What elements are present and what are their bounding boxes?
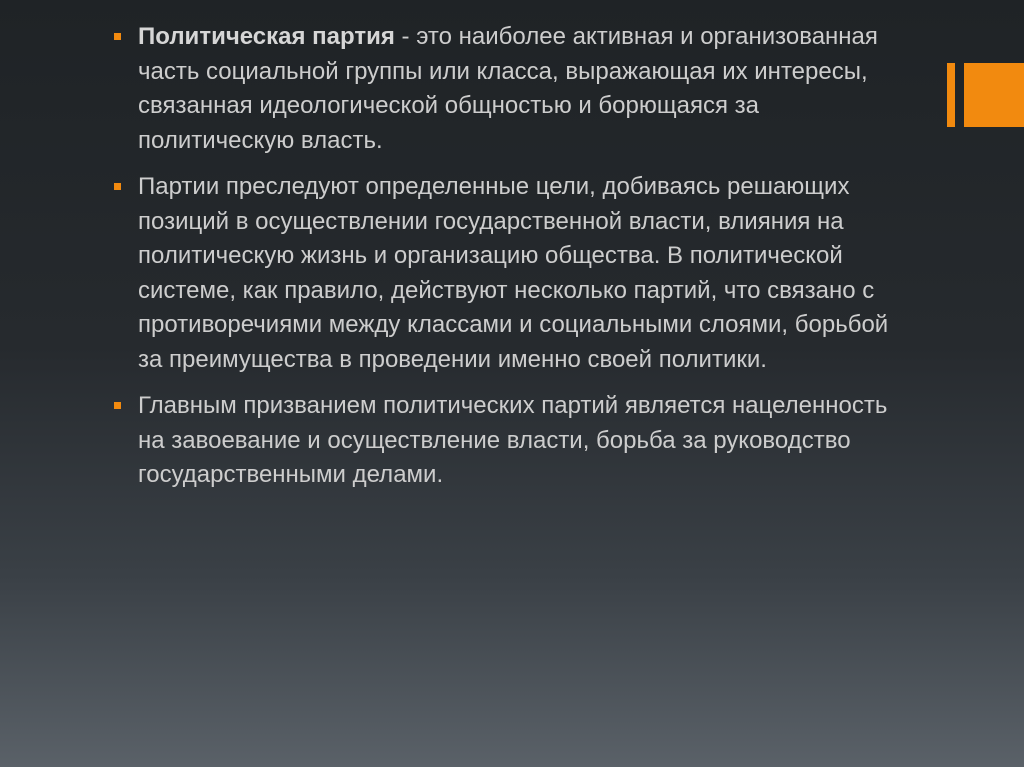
bullet-item [112,20,912,158]
bullet-text: Главным призванием политических партий является нацеленность на завоевание и осуществление власти, борьба за руководство государственными делами. [138,392,888,488]
bullet-item [112,170,912,377]
bullet-term: Политическая партия [138,23,395,50]
bullet-text: Партии преследуют определенные цели, добиваясь решающих позиций в осуществлении государственной власти, влияния на политическую жизнь и организацию общества. В политической системе, как правило, действуют несколько партий, что связано с противоречиями между классами и социальными слоями, борьбой за преимущества в проведении именно своей политики. [138,173,889,373]
bullet-square-icon [114,402,121,409]
bullet-item [112,389,912,493]
accent-bar-thin [947,63,955,127]
slide-content [112,20,912,505]
accent-bar-thick [964,63,1024,127]
bullet-text: - это наиболее активная и организованная часть социальной группы или класса, выражающая их интересы, связанная идеологической общностью и борющаяся за политическую власть. [138,23,878,154]
bullet-square-icon [114,33,121,40]
bullet-square-icon [114,183,121,190]
